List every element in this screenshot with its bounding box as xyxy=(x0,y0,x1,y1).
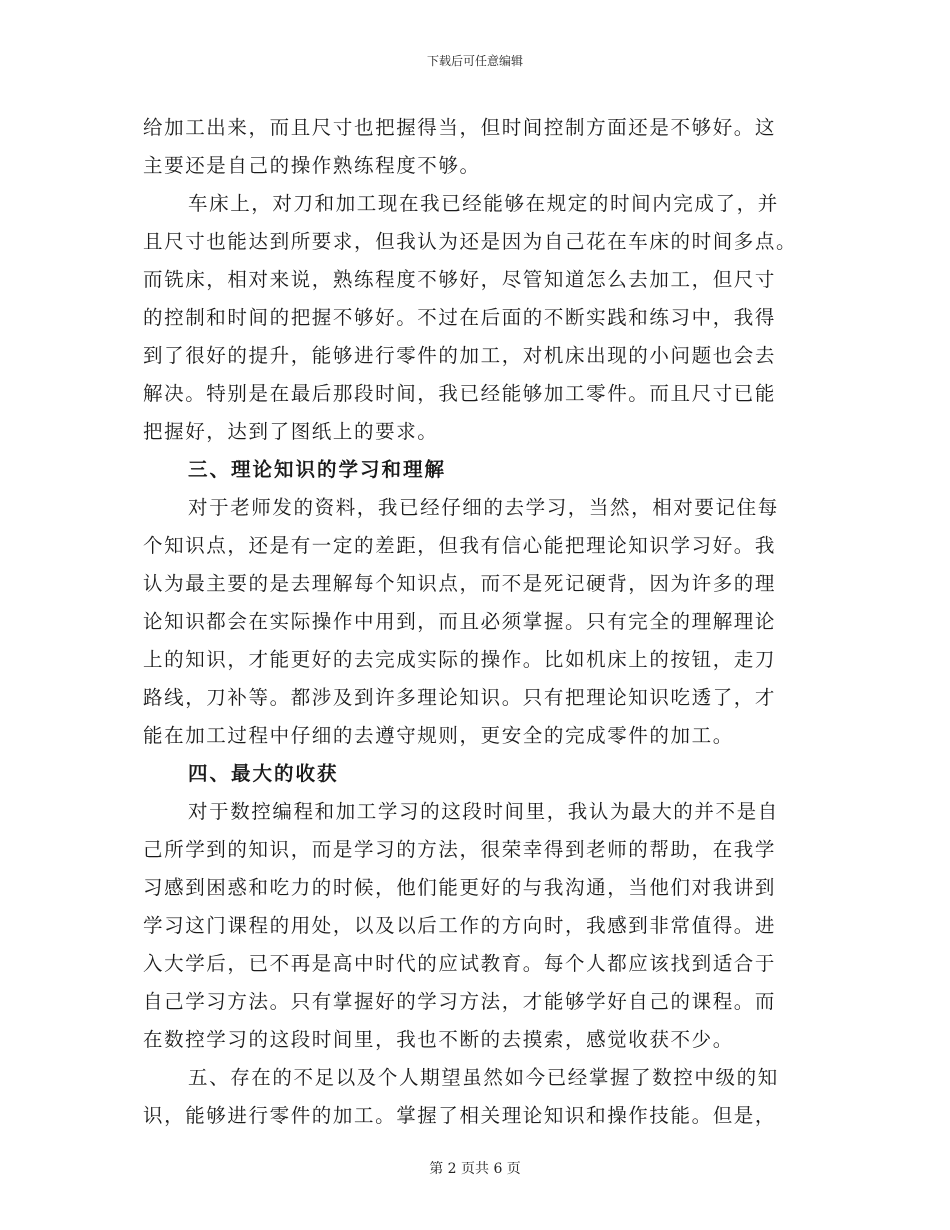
paragraph-line: 且尺寸也能达到所要求，但我认为还是因为自己花在车床的时间多点。 xyxy=(143,230,798,253)
paragraph-line: 主要还是自己的操作熟练程度不够。 xyxy=(143,154,481,177)
paragraph-line: 在数控学习的这段时间里，我也不断的去摸索，感觉收获不少。 xyxy=(143,1028,734,1051)
paragraph-line: 习感到困惑和吃力的时候，他们能更好的与我沟通，当他们对我讲到 xyxy=(143,876,777,899)
paragraph-line: 路线，刀补等。都涉及到许多理论知识。只有把理论知识吃透了，才 xyxy=(143,686,777,709)
paragraph-line: 车床上，对刀和加工现在我已经能够在规定的时间内完成了，并 xyxy=(188,192,779,215)
section-heading: 三、理论知识的学习和理解 xyxy=(188,458,447,481)
document-body xyxy=(143,109,803,1135)
paragraph-line: 入大学后，已不再是高中时代的应试教育。每个人都应该找到适合于 xyxy=(143,952,777,975)
paragraph-line: 能在加工过程中仔细的去遵守规则，更安全的完成零件的加工。 xyxy=(143,724,734,747)
paragraph-line: 的控制和时间的把握不够好。不过在后面的不断实践和练习中，我得 xyxy=(143,306,777,329)
paragraph-line: 解决。特别是在最后那段时间，我已经能够加工零件。而且尺寸已能 xyxy=(143,382,777,405)
paragraph-line: 到了很好的提升，能够进行零件的加工，对机床出现的小问题也会去 xyxy=(143,344,777,367)
section-heading: 四、最大的收获 xyxy=(188,762,339,785)
paragraph-line: 识，能够进行零件的加工。掌握了相关理论知识和操作技能。但是， xyxy=(143,1104,777,1127)
page-header: 下载后可任意编辑 xyxy=(426,54,523,68)
paragraph-line: 论知识都会在实际操作中用到，而且必须掌握。只有完全的理解理论 xyxy=(143,610,777,633)
paragraph-line: 把握好，达到了图纸上的要求。 xyxy=(143,420,439,443)
paragraph-line: 认为最主要的是去理解每个知识点，而不是死记硬背，因为许多的理 xyxy=(143,572,777,595)
paragraph-line: 五、存在的不足以及个人期望虽然如今已经掌握了数控中级的知 xyxy=(188,1066,779,1089)
paragraph-line: 对于数控编程和加工学习的这段时间里，我认为最大的并不是自 xyxy=(188,800,779,823)
paragraph-line: 而铣床，相对来说，熟练程度不够好，尽管知道怎么去加工，但尺寸 xyxy=(143,268,777,291)
paragraph-line: 学习这门课程的用处，以及以后工作的方向时，我感到非常值得。进 xyxy=(143,914,777,937)
paragraph-line: 上的知识，才能更好的去完成实际的操作。比如机床上的按钮，走刀 xyxy=(143,648,777,671)
paragraph-line: 个知识点，还是有一定的差距，但我有信心能把理论知识学习好。我 xyxy=(143,534,777,557)
paragraph-line: 给加工出来，而且尺寸也把握得当，但时间控制方面还是不够好。这 xyxy=(143,116,777,139)
paragraph-line: 自己学习方法。只有掌握好的学习方法，才能够学好自己的课程。而 xyxy=(143,990,777,1013)
page-footer: 第 2 页共 6 页 xyxy=(429,1161,521,1177)
paragraph-line: 己所学到的知识，而是学习的方法，很荣幸得到老师的帮助，在我学 xyxy=(143,838,777,861)
paragraph-line: 对于老师发的资料，我已经仔细的去学习，当然，相对要记住每 xyxy=(188,496,779,519)
